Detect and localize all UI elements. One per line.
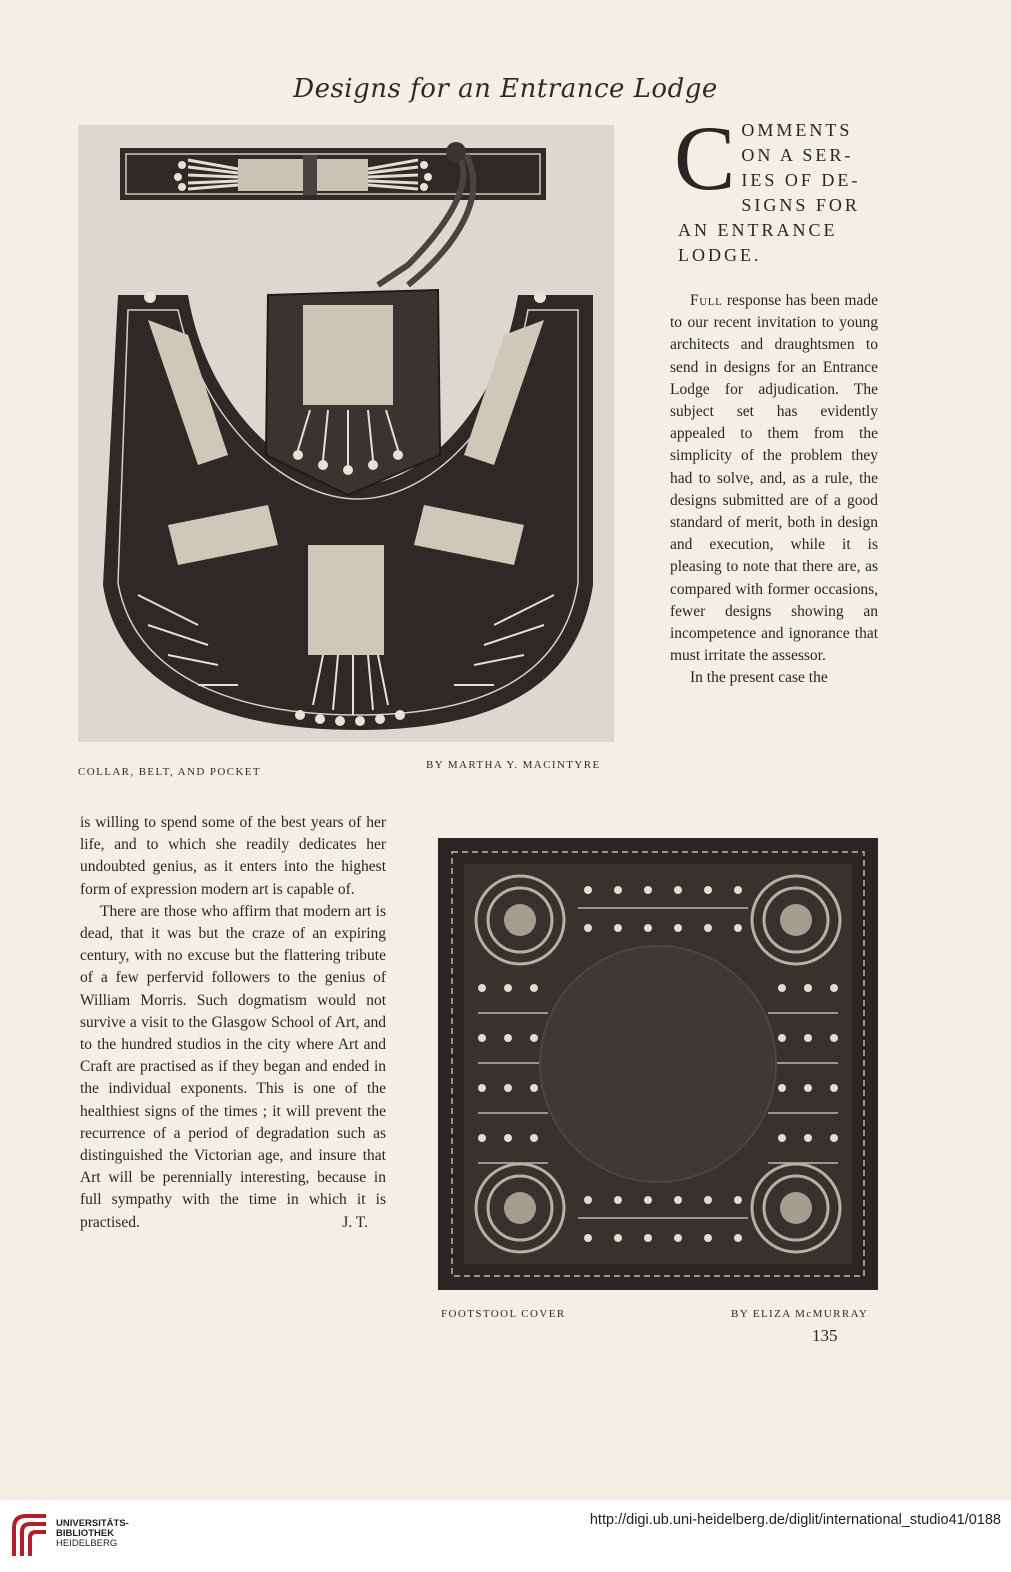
- signature: J. T.: [342, 1213, 368, 1231]
- library-name: [56, 1519, 129, 1549]
- footstool-cover-illustration: [438, 838, 878, 1290]
- page-number: 135: [812, 1326, 838, 1345]
- article-heading: [674, 107, 878, 268]
- plate-footstool-cover: [438, 838, 878, 1290]
- paragraph-1-text: response has been made to our recent invitation to young architects and draughtsmen to send in designs for an Entrance Lodge for adjudication. The subject set has evidently appealed to them from the simplicity of the problem they had to solve, and, as a rule, the designs submitted are of a good standard of merit, both in design and execution, while it is pleasing to note that there are, as compared with former occasions, fewer designs showing an incompetence and ignorance that must irritate the assessor.: [670, 292, 878, 665]
- library-line-2: BIBLIOTHEK: [56, 1528, 115, 1539]
- left-paragraph-2-text: There are those who affirm that modern art is dead, that it was but the craze of an expiring century, with no excuse but the flattering tribute of a few perfervid followers to the genius of William Morris. Such dogmatism would not survive a visit to the Glasgow School of Art, and to the hundred studios in the city where Art and Craft are practised as if they began and ended in the individual exponents. This is one of the healthiest signs of the times ; it will prevent the recurrence of a period of degradation such as distinguished the Victorian age, and insure that Art will be perennially interesting, because in full sympathy with the time in which it is practised.: [80, 902, 386, 1231]
- article-title: OMMENTS ON A SER-IES OF DE-SIGNS FOR AN ENTRANCE LODGE.: [678, 120, 861, 265]
- plate2-caption-credit: BY ELIZA McMURRAY: [731, 1308, 869, 1320]
- article-paragraph-2: In the present case the: [690, 669, 828, 687]
- plate1-caption-title: COLLAR, BELT, AND POCKET: [78, 766, 262, 778]
- library-logo-icon: [10, 1510, 50, 1565]
- source-url-link[interactable]: http://digi.ub.uni-heidelberg.de/diglit/international_studio41/0188: [589, 1512, 1001, 1528]
- left-paragraph-1: is willing to spend some of the best years of her life, and to which she readily dedicates her undoubted genius, as it enters into the highest form of expression modern art is capable of.: [80, 814, 386, 898]
- library-line-1: UNIVERSITÄTS-: [56, 1518, 129, 1529]
- plate1-caption-credit: BY MARTHA Y. MACINTYRE: [426, 759, 601, 771]
- library-line-3: HEIDELBERG: [56, 1538, 118, 1549]
- footer-bar: [0, 1500, 1011, 1572]
- drop-cap: C: [674, 107, 736, 209]
- article-paragraph-1: [670, 290, 878, 667]
- collar-belt-pocket-illustration: [78, 125, 614, 742]
- running-head: Designs for an Entrance Lodge: [293, 74, 718, 104]
- lead-word: Full: [690, 292, 723, 309]
- plate-collar-belt-pocket: [78, 125, 614, 742]
- article-left-column: [80, 812, 386, 1234]
- left-paragraph-2: [80, 901, 386, 1234]
- plate2-caption-title: FOOTSTOOL COVER: [441, 1308, 566, 1320]
- article-right-column: [670, 290, 878, 690]
